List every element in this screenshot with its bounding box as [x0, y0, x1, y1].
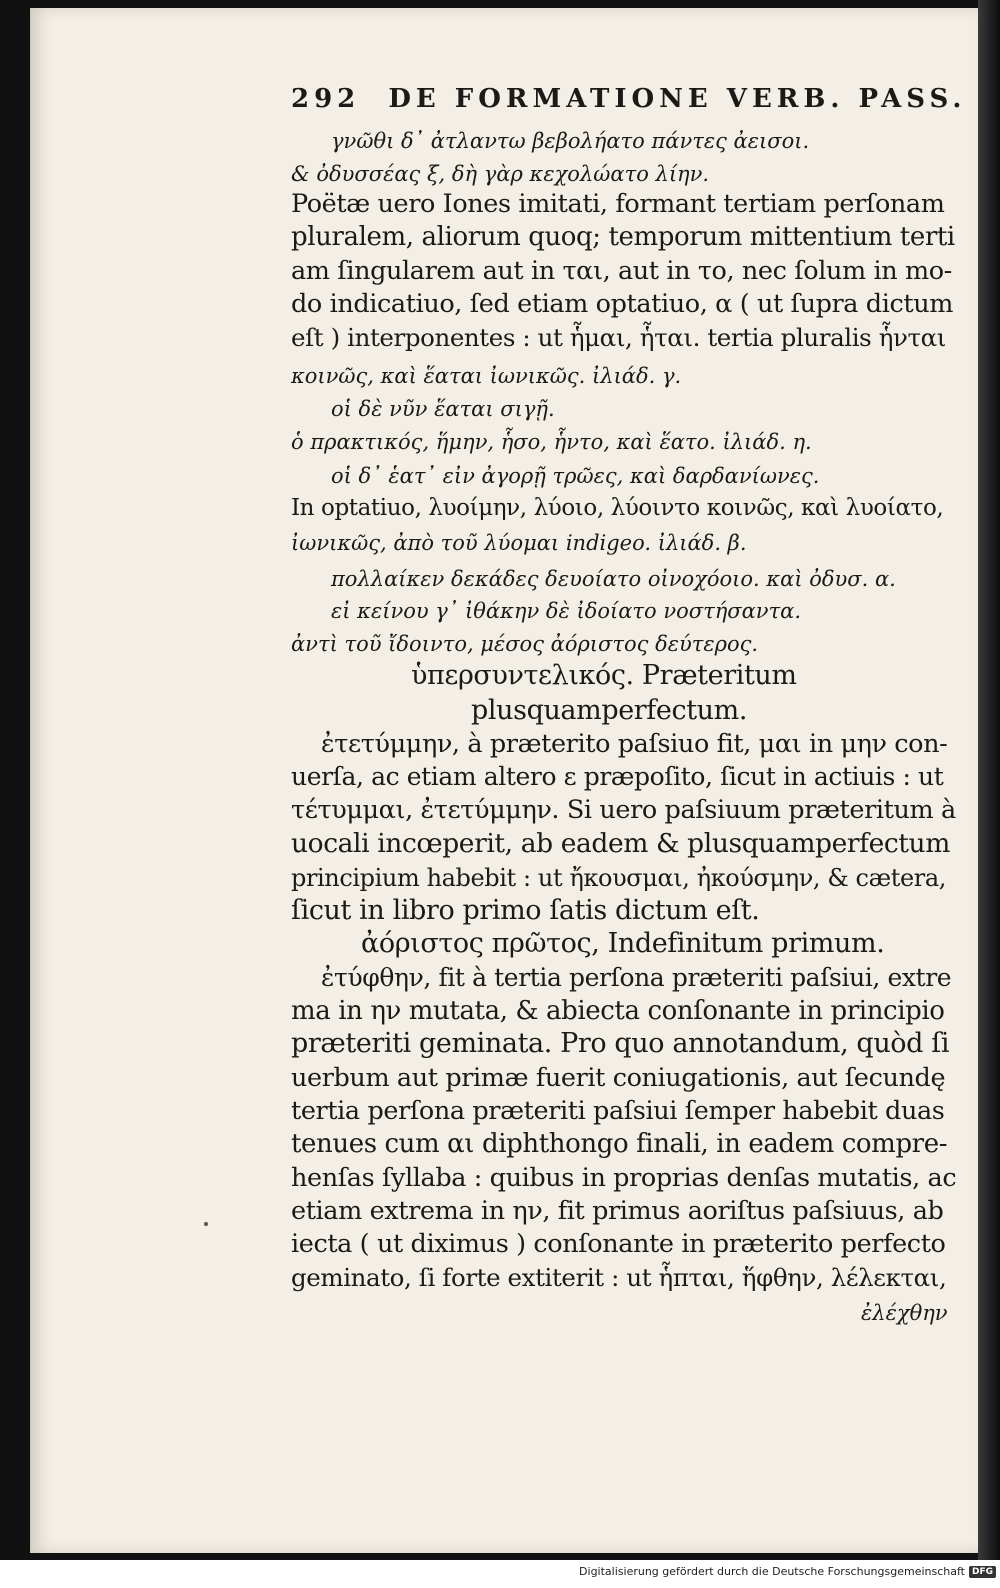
text-line: In optatiuo, λυοίμην, λύοιο, λύοιντο κοινῶς, καὶ λυοίατο, [291, 495, 944, 521]
text-line: uerſa, ac etiam altero ε præpoſito, ſicut in actiuis : ut [291, 762, 944, 791]
text-line: præteriti geminata. Pro quo annotandum, quòd ſi [291, 1028, 950, 1059]
running-head-title: DE FORMATIONE VERB. PASS. [388, 84, 967, 114]
text-line: iecta ( ut diximus ) conſonante in præterito perfecto [291, 1229, 946, 1259]
text-line: ſicut in libro primo ſatis dictum eſt. [291, 895, 760, 926]
text-line: do indicatiuo, ſed etiam optatiuo, α ( ut ſupra dictum [291, 289, 954, 319]
text-line: εἰ κείνου γ᾽ ἰθάκην δὲ ἰδοίατο νοστήσαντα. [331, 599, 802, 623]
text-line: γνῶθι δ᾽ ἀτλαντω βεβολήατο πάντες ἀεισοι. [331, 129, 810, 153]
text-line: etiam extrema in ην, fit primus aoriſtus paſsiuus, ab [291, 1196, 944, 1226]
text-line: pluralem, aliorum quoq; temporum mittentium terti [291, 222, 955, 252]
text-line: πολλαίκεν δεκάδες δευοίατο οἰνοχόοιο. καὶ ὀδυσ. α. [331, 567, 896, 591]
text-line: Poëtæ uero Iones imitati, formant tertiam perſonam [291, 189, 945, 219]
footer-credit: Digitalisierung gefördert durch die Deutsche Forschungsgemeinschaft [579, 1565, 965, 1578]
text-line: tertia perſona præteriti paſsiui ſemper habebit duas [291, 1096, 945, 1126]
text-line: henſas ſyllaba : quibus in proprias denſas mutatis, ac [291, 1163, 957, 1193]
ink-speck [204, 1222, 208, 1226]
text-line: ἐλέχθην [861, 1301, 948, 1325]
text-line: am ſingularem aut in ται, aut in το, nec ſolum in mo- [291, 256, 952, 286]
text-line: eſt ) interponentes : ut ἧμαι, ἧται. tertia pluralis ἧνται [291, 323, 947, 352]
text-line: plusquamperfectum. [471, 695, 748, 726]
text-line: principium habebit : ut ἤκουσμαι, ἠκούσμην, & cætera, [291, 864, 947, 892]
text-line: tenues cum αι diphthongo finali, in eadem compre- [291, 1129, 948, 1159]
dfg-logo-icon: DFG [969, 1566, 996, 1578]
text-line: uocali incœperit, ab eadem & plusquamperfectum [291, 828, 950, 859]
running-head [291, 84, 966, 114]
text-line: & ὀδυσσέας ξ, δὴ γὰρ κεχολώατο λίην. [291, 162, 710, 186]
scan-edge [978, 0, 1000, 1560]
text-line: ἐτετύμμην, à præterito paſsiuo fit, μαι in μην con- [321, 729, 948, 759]
footer [579, 1565, 996, 1578]
text-line: οἱ δὲ νῦν ἕαται σιγῇ. [331, 397, 555, 421]
text-line: ὁ πρακτικός, ἥμην, ἧσο, ἧντο, καὶ ἕατο. ἰλιάδ. η. [291, 430, 812, 454]
page-number: 292 [291, 84, 361, 114]
text-line: κοινῶς, καὶ ἕαται ἰωνικῶς. ἰλιάδ. γ. [291, 364, 682, 388]
text-line: geminato, ſi forte extiterit : ut ἧπται, ἥφθην, λέλεκται, [291, 1263, 947, 1292]
text-line: uerbum aut primæ fuerit coniugationis, aut ſecundę [291, 1063, 946, 1093]
text-line: τέτυμμαι, ἐτετύμμην. Si uero paſsiuum præteritum à [291, 795, 956, 825]
text-line: ὑπερσυντελικός. Præteritum [411, 660, 797, 691]
text-line: ma in ην mutata, & abiecta conſonante in principio [291, 996, 945, 1026]
text-line: ἰωνικῶς, ἀπὸ τοῦ λύομαι indigeo. ἰλιάδ. β. [291, 531, 747, 555]
text-line: οἱ δ᾽ ἑατ᾽ εἰν ἀγορῇ τρῶες, καὶ δαρδανίωνες. [331, 464, 820, 488]
text-line: ἐτύφθην, fit à tertia perſona præteriti paſsiui, extre [321, 963, 952, 992]
text-line: ἀόριστος πρῶτος, Indefinitum primum. [361, 928, 885, 959]
text-line: ἀντὶ τοῦ ἴδοιντο, μέσος ἀόριστος δεύτερος. [291, 632, 759, 656]
